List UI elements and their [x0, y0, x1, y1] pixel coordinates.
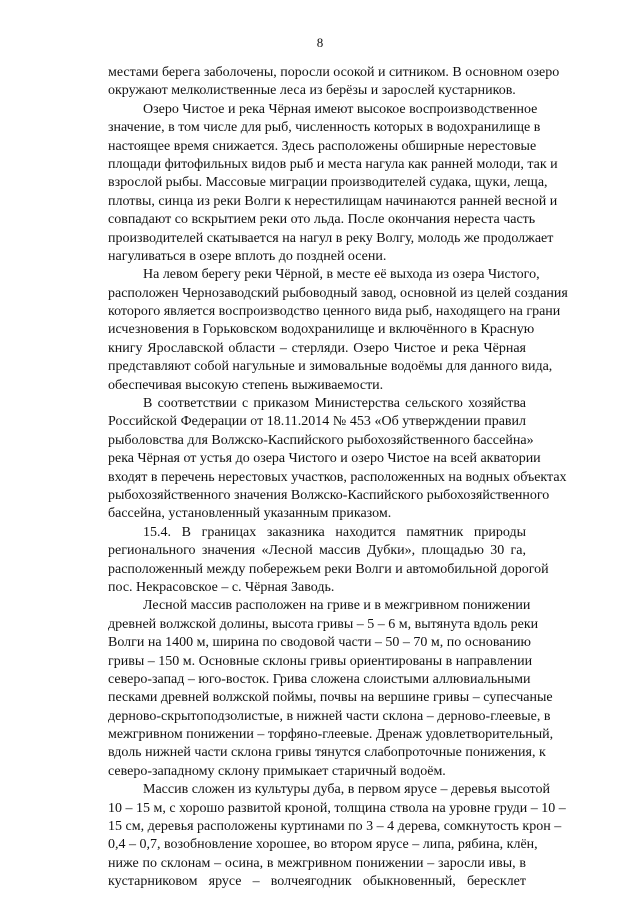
paragraph-line: совпадают со вскрытием реки ото льда. После окончания нереста часть [108, 212, 536, 228]
page-number: 8 [316, 35, 324, 50]
paragraph-line: книгу Ярославской области – стерляди. Озеро Чистое и река Чёрная [108, 340, 526, 356]
paragraph [108, 597, 554, 781]
paragraph-line: песками древней волжской поймы, почвы на вершине гривы – супесчаные [108, 690, 553, 706]
paragraph-line: 0,4 – 0,7, возобновление хорошее, во втором ярусе – липа, рябина, клён, [108, 837, 538, 853]
paragraph-line: 10 – 15 м, с хорошо развитой кроной, толщина ствола на уровне груди – 10 – [108, 800, 566, 816]
paragraph-line: Озеро Чистое и река Чёрная имеют высокое воспроизводственное [143, 101, 538, 117]
paragraph [108, 101, 558, 267]
paragraph-line: река Чёрная от устья до озера Чистого и озеро Чистое на всей акватории [108, 451, 541, 467]
paragraph-line: Волги на 1400 м, ширина по сводовой части – 50 – 70 м, по основанию [108, 635, 531, 651]
paragraph [108, 266, 568, 395]
paragraph-line: плотвы, синца из реки Волги к нерестилищам начинаются ранней весной и [108, 193, 558, 209]
paragraph-line: рыбохозяйственного значения Волжско-Каспийского рыбохозяйственного [108, 487, 550, 503]
paragraph-line: площади фитофильных видов рыб и места нагула как ранней молоди, так и [108, 156, 558, 172]
paragraph-line: Российской Федерации от 18.11.2014 № 453 «Об утверждении правил [108, 414, 526, 430]
paragraph-line: рыболовства для Волжско-Каспийского рыбохозяйственного бассейна» [108, 432, 534, 448]
paragraph-line: значение, в том числе для рыб, численность которых в водохранилище в [108, 120, 541, 136]
paragraph-line: кустарниковом ярусе – волчеягодник обыкновенный, бересклет [108, 874, 526, 890]
paragraph-line: В соответствии с приказом Министерства сельского хозяйства [143, 396, 526, 412]
paragraph [108, 64, 560, 101]
paragraph-line: дерново-скрытоподзолистые, в нижней части склона – дерново-глеевые, в [108, 708, 551, 724]
paragraph-line: 15 см, деревья расположены куртинами по 3 – 4 дерева, сомкнутость крон – [108, 819, 562, 835]
paragraph-line: производителей скатывается на нагул в реку Волгу, молодь же продолжает [108, 230, 554, 246]
paragraph-line: Лесной массив расположен на гриве и в межгривном понижении [143, 598, 531, 614]
paragraph-line: взрослой рыбы. Массовые миграции производителей судака, щуки, леща, [108, 175, 548, 191]
paragraph-line: Массив сложен из культуры дуба, в первом ярусе – деревья высотой [143, 782, 550, 798]
paragraph-line: исчезновения в Горьковском водохранилище и включённого в Красную [108, 322, 535, 338]
paragraph-line: местами берега заболочены, поросли осокой и ситником. В основном озеро [108, 65, 560, 80]
paragraph-line: расположенный между побережьем реки Волги и автомобильной дорогой [108, 561, 549, 577]
paragraph-line: гривы – 150 м. Основные склоны гривы ориентированы в направлении [108, 653, 533, 669]
paragraph-line: северо-западному склону примыкает старичный водоём. [108, 763, 446, 779]
paragraph-line: обеспечивая высокую степень выживаемости. [108, 377, 384, 393]
paragraph-line: входят в перечень нерестовых участков, расположенных на водных объектах [108, 469, 567, 485]
paragraph-line: которого является воспроизводство ценного вида рыб, находящего на грани [108, 304, 561, 320]
paragraph-line: 15.4. В границах заказника находится памятник природы [143, 524, 526, 540]
paragraph-line: окружают мелколиственные леса из берёзы и зарослей кустарников. [108, 83, 516, 99]
paragraph [108, 524, 549, 598]
paragraph-line: ниже по склонам – осина, в межгривном понижении – заросли ивы, в [108, 855, 526, 871]
paragraph-line: настоящее время снижается. Здесь расположены обширные нерестовые [108, 138, 537, 154]
paragraph [108, 395, 567, 524]
paragraph [108, 781, 566, 891]
paragraph-line: северо-запад – юго-восток. Грива сложена слоистыми аллювиальными [108, 671, 531, 687]
paragraph-line: древней волжской долины, высота гривы – 5 – 6 м, вытянута вдоль реки [108, 616, 539, 632]
paragraph-line: расположен Чернозаводский рыбоводный завод, основной из целей создания [108, 285, 568, 301]
paragraph-line: нагуливаться в озере вплоть до поздней осени. [108, 248, 387, 264]
document-body [108, 64, 568, 892]
paragraph-line: На левом берегу реки Чёрной, в месте её выхода из озера Чистого, [143, 267, 540, 283]
paragraph-line: бассейна, установленный указанным приказом. [108, 506, 392, 522]
paragraph-line: межгривном понижении – торфяно-глеевые. Дренаж удовлетворительный, [108, 727, 554, 743]
paragraph-line: регионального значения «Лесной массив Дубки», площадью 30 га, [108, 543, 526, 559]
paragraph-line: вдоль нижней части склона гривы тянутся слабопроточные понижения, к [108, 745, 546, 761]
paragraph-line: представляют собой нагульные и зимовальные водоёмы для данного вида, [108, 359, 553, 375]
paragraph-line: пос. Некрасовское – с. Чёрная Заводь. [108, 579, 335, 595]
